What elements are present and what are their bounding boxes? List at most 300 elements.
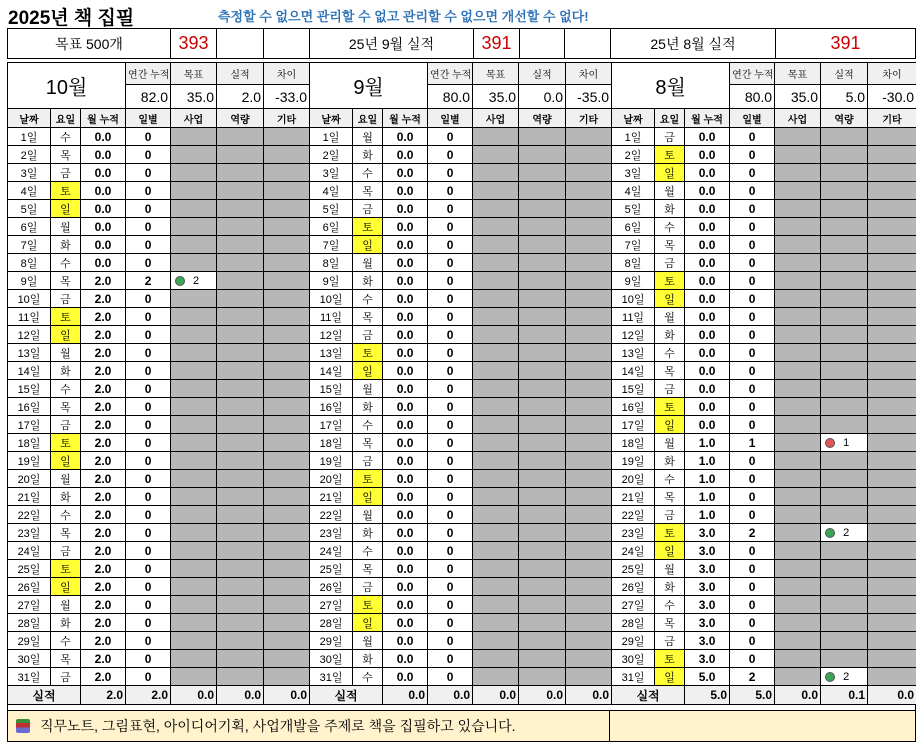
capability-cell[interactable] (519, 362, 566, 380)
other-cell[interactable] (868, 254, 916, 272)
business-cell[interactable] (171, 164, 217, 182)
other-cell[interactable] (566, 470, 612, 488)
capability-cell[interactable] (821, 344, 868, 362)
other-cell[interactable] (868, 272, 916, 290)
business-cell[interactable] (171, 650, 217, 668)
business-cell[interactable] (775, 452, 821, 470)
day-cell: 3일 (612, 164, 655, 182)
business-cell[interactable] (473, 416, 519, 434)
business-cell[interactable] (775, 506, 821, 524)
business-cell[interactable] (473, 254, 519, 272)
capability-cell[interactable] (217, 164, 264, 182)
daily-cell: 0 (126, 362, 171, 380)
other-cell[interactable] (868, 236, 916, 254)
capability-cell[interactable] (217, 182, 264, 200)
capability-cell[interactable] (217, 254, 264, 272)
business-cell[interactable] (473, 560, 519, 578)
business-cell[interactable] (775, 326, 821, 344)
capability-cell[interactable] (217, 596, 264, 614)
capability-cell[interactable] (217, 398, 264, 416)
business-cell[interactable] (171, 488, 217, 506)
other-cell[interactable] (566, 164, 612, 182)
other-cell[interactable] (868, 290, 916, 308)
capability-cell[interactable] (519, 578, 566, 596)
business-cell[interactable] (775, 524, 821, 542)
column-header: 역량 (217, 109, 264, 128)
other-cell[interactable] (868, 128, 916, 146)
business-cell[interactable] (775, 596, 821, 614)
business-cell[interactable] (171, 560, 217, 578)
other-cell[interactable] (566, 254, 612, 272)
capability-cell[interactable] (217, 236, 264, 254)
other-cell[interactable] (566, 506, 612, 524)
other-cell[interactable] (264, 164, 310, 182)
other-cell[interactable] (264, 470, 310, 488)
capability-cell[interactable] (217, 578, 264, 596)
capability-cell[interactable] (519, 488, 566, 506)
total-value: 0.0 (473, 686, 519, 705)
business-cell[interactable] (473, 668, 519, 686)
other-cell[interactable] (264, 344, 310, 362)
capability-cell[interactable] (217, 506, 264, 524)
day-cell: 3일 (8, 164, 51, 182)
business-cell[interactable] (775, 146, 821, 164)
other-cell[interactable] (264, 668, 310, 686)
capability-cell[interactable] (821, 362, 868, 380)
business-cell[interactable] (473, 578, 519, 596)
business-cell[interactable] (171, 416, 217, 434)
other-cell[interactable] (868, 416, 916, 434)
business-cell[interactable] (473, 218, 519, 236)
capability-cell[interactable] (217, 488, 264, 506)
other-cell[interactable] (868, 668, 916, 686)
other-cell[interactable] (868, 470, 916, 488)
business-cell[interactable] (171, 362, 217, 380)
business-cell[interactable] (473, 326, 519, 344)
other-cell[interactable] (566, 452, 612, 470)
capability-cell[interactable] (519, 218, 566, 236)
capability-cell[interactable] (217, 326, 264, 344)
other-cell[interactable] (264, 524, 310, 542)
other-cell[interactable] (868, 182, 916, 200)
business-cell[interactable] (775, 470, 821, 488)
capability-cell[interactable] (519, 524, 566, 542)
business-cell[interactable] (775, 308, 821, 326)
capability-cell[interactable] (217, 434, 264, 452)
daily-cell: 0 (126, 614, 171, 632)
capability-cell[interactable] (519, 632, 566, 650)
business-cell[interactable] (171, 398, 217, 416)
business-cell[interactable] (473, 182, 519, 200)
other-cell[interactable] (566, 362, 612, 380)
business-cell[interactable] (775, 542, 821, 560)
business-cell[interactable] (171, 146, 217, 164)
capability-cell[interactable] (821, 560, 868, 578)
business-cell[interactable] (171, 308, 217, 326)
capability-cell[interactable] (519, 236, 566, 254)
other-cell[interactable] (566, 290, 612, 308)
business-cell[interactable] (171, 506, 217, 524)
business-cell[interactable] (775, 380, 821, 398)
capability-cell[interactable] (519, 290, 566, 308)
business-cell[interactable] (473, 362, 519, 380)
business-cell[interactable] (775, 668, 821, 686)
other-cell[interactable] (264, 290, 310, 308)
total-value: 0.0 (383, 686, 428, 705)
business-cell[interactable] (473, 650, 519, 668)
other-cell[interactable] (264, 326, 310, 344)
other-cell[interactable] (566, 650, 612, 668)
business-cell[interactable] (775, 614, 821, 632)
capability-cell[interactable] (519, 128, 566, 146)
day-cell: 26일 (612, 578, 655, 596)
capability-cell[interactable] (217, 272, 264, 290)
other-cell[interactable] (566, 542, 612, 560)
capability-cell[interactable] (821, 182, 868, 200)
business-cell[interactable] (171, 434, 217, 452)
business-cell[interactable] (473, 380, 519, 398)
other-cell[interactable] (868, 344, 916, 362)
other-cell[interactable] (868, 434, 916, 452)
other-cell[interactable] (264, 128, 310, 146)
goal-value: 393 (171, 29, 217, 59)
business-cell[interactable] (473, 524, 519, 542)
capability-cell[interactable] (217, 524, 264, 542)
other-cell[interactable] (264, 506, 310, 524)
capability-cell[interactable] (217, 200, 264, 218)
business-cell[interactable] (473, 488, 519, 506)
business-cell[interactable] (473, 398, 519, 416)
other-cell[interactable] (566, 182, 612, 200)
capability-cell[interactable] (821, 272, 868, 290)
other-cell[interactable] (264, 632, 310, 650)
business-cell[interactable] (171, 272, 217, 290)
other-cell[interactable] (566, 272, 612, 290)
other-cell[interactable] (868, 146, 916, 164)
capability-cell[interactable] (519, 164, 566, 182)
business-cell[interactable] (171, 344, 217, 362)
other-cell[interactable] (264, 596, 310, 614)
business-cell[interactable] (171, 578, 217, 596)
table-row (8, 362, 916, 380)
capability-cell[interactable] (217, 380, 264, 398)
other-cell[interactable] (566, 632, 612, 650)
business-cell[interactable] (171, 470, 217, 488)
business-cell[interactable] (775, 434, 821, 452)
capability-cell[interactable] (821, 668, 868, 686)
column-header: 일별 (126, 109, 171, 128)
other-cell[interactable] (566, 416, 612, 434)
other-cell[interactable] (566, 524, 612, 542)
other-cell[interactable] (566, 380, 612, 398)
other-cell[interactable] (868, 488, 916, 506)
other-cell[interactable] (264, 614, 310, 632)
business-cell[interactable] (473, 632, 519, 650)
capability-cell[interactable] (519, 326, 566, 344)
other-cell[interactable] (264, 236, 310, 254)
other-cell[interactable] (264, 146, 310, 164)
other-cell[interactable] (868, 578, 916, 596)
other-cell[interactable] (868, 308, 916, 326)
capability-cell[interactable] (217, 416, 264, 434)
business-cell[interactable] (775, 218, 821, 236)
capability-cell[interactable] (519, 254, 566, 272)
other-cell[interactable] (868, 524, 916, 542)
capability-cell[interactable] (821, 308, 868, 326)
business-cell[interactable] (473, 506, 519, 524)
capability-cell[interactable] (217, 542, 264, 560)
business-cell[interactable] (473, 200, 519, 218)
capability-cell[interactable] (217, 650, 264, 668)
capability-cell[interactable] (519, 614, 566, 632)
other-cell[interactable] (566, 200, 612, 218)
other-cell[interactable] (264, 380, 310, 398)
capability-cell[interactable] (217, 632, 264, 650)
business-cell[interactable] (473, 542, 519, 560)
capability-cell[interactable] (821, 380, 868, 398)
business-cell[interactable] (473, 236, 519, 254)
business-cell[interactable] (473, 308, 519, 326)
business-cell[interactable] (473, 470, 519, 488)
other-cell[interactable] (566, 596, 612, 614)
table-row (8, 290, 916, 308)
capability-cell[interactable] (217, 470, 264, 488)
business-cell[interactable] (775, 128, 821, 146)
capability-cell[interactable] (821, 416, 868, 434)
capability-cell[interactable] (217, 452, 264, 470)
capability-cell[interactable] (821, 452, 868, 470)
capability-cell[interactable] (519, 416, 566, 434)
capability-cell[interactable] (519, 542, 566, 560)
business-cell[interactable] (775, 578, 821, 596)
business-cell[interactable] (171, 452, 217, 470)
other-cell[interactable] (264, 416, 310, 434)
other-cell[interactable] (868, 164, 916, 182)
business-cell[interactable] (171, 218, 217, 236)
business-cell[interactable] (775, 488, 821, 506)
other-cell[interactable] (868, 218, 916, 236)
business-cell[interactable] (171, 524, 217, 542)
other-cell[interactable] (264, 200, 310, 218)
other-cell[interactable] (566, 326, 612, 344)
business-cell[interactable] (775, 560, 821, 578)
capability-cell[interactable] (821, 236, 868, 254)
business-cell[interactable] (171, 668, 217, 686)
capability-cell[interactable] (519, 596, 566, 614)
other-cell[interactable] (566, 128, 612, 146)
business-cell[interactable] (171, 614, 217, 632)
other-cell[interactable] (566, 488, 612, 506)
capability-cell[interactable] (519, 560, 566, 578)
business-cell[interactable] (775, 164, 821, 182)
other-cell[interactable] (868, 506, 916, 524)
day-cell: 15일 (8, 380, 51, 398)
other-cell[interactable] (566, 236, 612, 254)
capability-cell[interactable] (217, 218, 264, 236)
other-cell[interactable] (264, 434, 310, 452)
business-cell[interactable] (473, 344, 519, 362)
business-cell[interactable] (775, 362, 821, 380)
capability-cell[interactable] (821, 596, 868, 614)
business-cell[interactable] (473, 614, 519, 632)
business-cell[interactable] (775, 200, 821, 218)
capability-cell[interactable] (519, 344, 566, 362)
capability-cell[interactable] (519, 434, 566, 452)
capability-cell[interactable] (821, 218, 868, 236)
capability-cell[interactable] (519, 200, 566, 218)
business-cell[interactable] (775, 182, 821, 200)
other-cell[interactable] (566, 578, 612, 596)
capability-cell[interactable] (821, 650, 868, 668)
capability-cell[interactable] (821, 200, 868, 218)
other-cell[interactable] (868, 452, 916, 470)
business-cell[interactable] (171, 326, 217, 344)
other-cell[interactable] (868, 560, 916, 578)
business-cell[interactable] (473, 434, 519, 452)
capability-cell[interactable] (217, 128, 264, 146)
other-cell[interactable] (868, 362, 916, 380)
other-cell[interactable] (868, 614, 916, 632)
capability-cell[interactable] (217, 362, 264, 380)
other-cell[interactable] (566, 668, 612, 686)
other-cell[interactable] (264, 362, 310, 380)
business-cell[interactable] (171, 542, 217, 560)
capability-cell[interactable] (217, 290, 264, 308)
capability-cell[interactable] (821, 128, 868, 146)
capability-cell[interactable] (821, 542, 868, 560)
other-cell[interactable] (264, 488, 310, 506)
business-cell[interactable] (473, 596, 519, 614)
capability-cell[interactable] (217, 344, 264, 362)
business-cell[interactable] (473, 452, 519, 470)
other-cell[interactable] (868, 542, 916, 560)
capability-cell[interactable] (217, 614, 264, 632)
other-cell[interactable] (868, 650, 916, 668)
business-cell[interactable] (775, 254, 821, 272)
business-cell[interactable] (473, 146, 519, 164)
other-cell[interactable] (264, 560, 310, 578)
capability-cell[interactable] (519, 182, 566, 200)
column-header: 일별 (428, 109, 473, 128)
other-cell[interactable] (566, 308, 612, 326)
month-label: 8월 (612, 63, 730, 109)
other-cell[interactable] (264, 578, 310, 596)
capability-cell[interactable] (821, 632, 868, 650)
business-cell[interactable] (473, 128, 519, 146)
other-cell[interactable] (868, 326, 916, 344)
business-cell[interactable] (171, 182, 217, 200)
other-cell[interactable] (868, 596, 916, 614)
business-cell[interactable] (171, 128, 217, 146)
business-cell[interactable] (775, 416, 821, 434)
business-cell[interactable] (171, 632, 217, 650)
business-cell[interactable] (171, 596, 217, 614)
capability-cell[interactable] (519, 308, 566, 326)
capability-cell[interactable] (519, 398, 566, 416)
other-cell[interactable] (566, 614, 612, 632)
capability-cell[interactable] (821, 506, 868, 524)
other-cell[interactable] (868, 398, 916, 416)
capability-cell[interactable] (821, 488, 868, 506)
capability-cell[interactable] (217, 560, 264, 578)
other-cell[interactable] (264, 272, 310, 290)
business-cell[interactable] (473, 290, 519, 308)
capability-cell[interactable] (821, 524, 868, 542)
other-cell[interactable] (264, 218, 310, 236)
business-cell[interactable] (775, 236, 821, 254)
business-cell[interactable] (775, 632, 821, 650)
other-cell[interactable] (868, 380, 916, 398)
capability-cell[interactable] (821, 470, 868, 488)
business-cell[interactable] (775, 398, 821, 416)
capability-cell[interactable] (519, 650, 566, 668)
weekday-cell: 월 (51, 596, 81, 614)
capability-cell[interactable] (217, 668, 264, 686)
other-cell[interactable] (264, 452, 310, 470)
other-cell[interactable] (264, 542, 310, 560)
capability-cell[interactable] (821, 614, 868, 632)
weekday-cell: 화 (51, 614, 81, 632)
other-cell[interactable] (566, 398, 612, 416)
capability-cell[interactable] (519, 146, 566, 164)
other-cell[interactable] (868, 632, 916, 650)
other-cell[interactable] (264, 182, 310, 200)
other-cell[interactable] (566, 146, 612, 164)
business-cell[interactable] (171, 236, 217, 254)
other-cell[interactable] (264, 308, 310, 326)
capability-cell[interactable] (821, 164, 868, 182)
business-cell[interactable] (171, 200, 217, 218)
capability-cell[interactable] (821, 290, 868, 308)
capability-cell[interactable] (821, 578, 868, 596)
capability-cell[interactable] (821, 146, 868, 164)
other-cell[interactable] (264, 254, 310, 272)
other-cell[interactable] (566, 560, 612, 578)
capability-cell[interactable] (821, 398, 868, 416)
capability-cell[interactable] (519, 452, 566, 470)
capability-cell[interactable] (217, 146, 264, 164)
business-cell[interactable] (775, 650, 821, 668)
monthly-cumulative-cell: 2.0 (81, 452, 126, 470)
business-cell[interactable] (171, 290, 217, 308)
capability-cell[interactable] (821, 254, 868, 272)
business-cell[interactable] (171, 254, 217, 272)
other-cell[interactable] (868, 200, 916, 218)
capability-cell[interactable] (519, 470, 566, 488)
other-cell[interactable] (264, 398, 310, 416)
capability-cell[interactable] (519, 380, 566, 398)
business-cell[interactable] (171, 380, 217, 398)
business-cell[interactable] (775, 344, 821, 362)
business-cell[interactable] (775, 290, 821, 308)
other-cell[interactable] (566, 218, 612, 236)
business-cell[interactable] (473, 272, 519, 290)
other-cell[interactable] (566, 344, 612, 362)
other-cell[interactable] (566, 434, 612, 452)
daily-cell: 0 (730, 164, 775, 182)
capability-cell[interactable] (217, 308, 264, 326)
stat-header: 실적 (217, 63, 264, 85)
capability-cell[interactable] (821, 326, 868, 344)
capability-cell[interactable] (519, 506, 566, 524)
capability-cell[interactable] (821, 434, 868, 452)
capability-cell[interactable] (519, 668, 566, 686)
business-cell[interactable] (473, 164, 519, 182)
business-cell[interactable] (775, 272, 821, 290)
capability-cell[interactable] (519, 272, 566, 290)
other-cell[interactable] (264, 650, 310, 668)
weekday-cell: 수 (353, 164, 383, 182)
